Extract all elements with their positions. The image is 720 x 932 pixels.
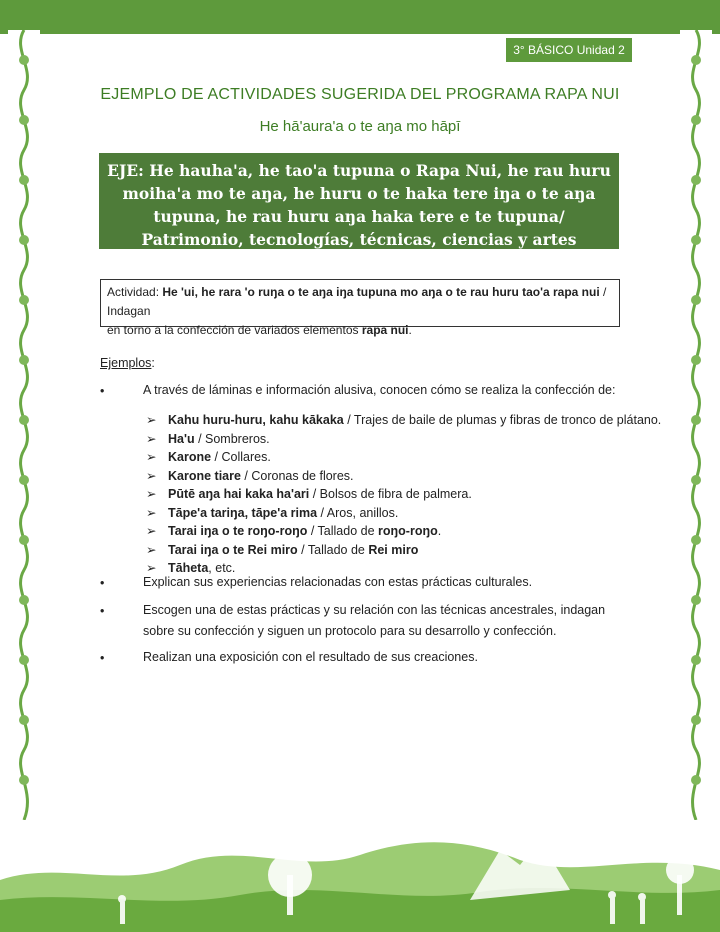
arrow-icon: ➢	[146, 561, 157, 575]
craft-items-list	[146, 411, 662, 578]
bullet-item: A través de láminas e información alusiva, conocen cómo se realiza la confección de:	[143, 383, 616, 397]
ejemplos-heading	[100, 356, 155, 370]
arrow-icon: ➢	[146, 524, 157, 538]
list-item: ➢ Tarai iŋa o te Rei miro / Tallado de Rei miro	[146, 541, 626, 560]
activity-period: .	[408, 323, 412, 337]
list-item: ➢ Karone / Collares.	[146, 448, 626, 467]
arrow-icon: ➢	[146, 468, 157, 483]
activity-separator: / Indagan	[107, 285, 607, 318]
arrow-icon: ➢	[146, 505, 157, 520]
activity-label: Actividad:	[107, 285, 160, 299]
top-green-bar	[0, 0, 720, 34]
bullet-marker: •	[100, 651, 105, 665]
left-decorative-border	[8, 30, 40, 820]
bullet-marker: •	[100, 604, 105, 618]
list-item: ➢ Tarai iŋa o te roŋo-roŋo / Tallado de roŋo-roŋo.	[146, 522, 626, 541]
arrow-icon: ➢	[146, 450, 157, 464]
list-item: ➢ Karone tiare / Coronas de flores.	[146, 467, 626, 486]
bullet-marker: •	[100, 384, 105, 398]
arrow-icon: ➢	[146, 413, 157, 427]
list-item: ➢ Ha'u / Sombreros.	[146, 430, 626, 449]
page-title: EJEMPLO DE ACTIVIDADES SUGERIDA DEL PROGRAMA RAPA NUI	[100, 86, 620, 103]
eje-box: EJE: He hauha'a, he tao'a tupuna o Rapa Nui, he rau huru moiha'a mo te aŋa, he huru o te haka tere iŋa o te aŋa tupuna, he rau huru aŋa haka tere e te tupuna/ Patrimonio, tecnologías, técnicas, ciencias y artes ancestrales.	[99, 153, 619, 249]
list-item: ➢ Tāheta, etc.	[146, 559, 626, 578]
activity-bold-end: rapa nui	[361, 323, 409, 337]
arrow-icon: ➢	[146, 431, 157, 446]
list-item: ➢ Pūtē aŋa hai kaka ha'ari / Bolsos de fibra de palmera.	[146, 485, 626, 504]
footer-landscape-illustration	[0, 820, 720, 932]
right-decorative-border	[680, 30, 712, 820]
bullet-item: Explican sus experiencias relacionadas con estas prácticas culturales.	[143, 575, 533, 589]
ejemplos-label: Ejemplos	[100, 356, 152, 370]
bullet-marker: •	[100, 576, 105, 590]
list-item: ➢ Kahu huru-huru, kahu kākaka / Trajes de baile de plumas y fibras de tronco de plátano.	[146, 411, 626, 430]
activity-rapanui-text: He 'ui, he rara 'o ruŋa o te aŋa iŋa tupuna mo aŋa o te rau huru tao'a rapa nui	[162, 285, 600, 299]
activity-line2: en torno a la confección de variados elementos	[107, 323, 359, 337]
arrow-icon: ➢	[146, 487, 157, 501]
arrow-icon: ➢	[146, 542, 157, 557]
activity-box	[100, 279, 620, 337]
page-subtitle: He hā'aura'a o te aŋa mo hāpī	[259, 118, 461, 135]
bullet-item: Escogen una de estas prácticas y su relación con las técnicas ancestrales, indagan sobre su confección y siguen un protocolo para su desarrollo y confección.	[143, 603, 606, 638]
unit-badge: 3° BÁSICO Unidad 2	[506, 38, 632, 62]
ejemplos-colon: :	[151, 356, 155, 370]
list-item: ➢ Tāpe'a tariŋa, tāpe'a rima / Aros, anillos.	[146, 504, 626, 523]
bullet-item: Realizan una exposición con el resultado de sus creaciones.	[143, 650, 478, 664]
